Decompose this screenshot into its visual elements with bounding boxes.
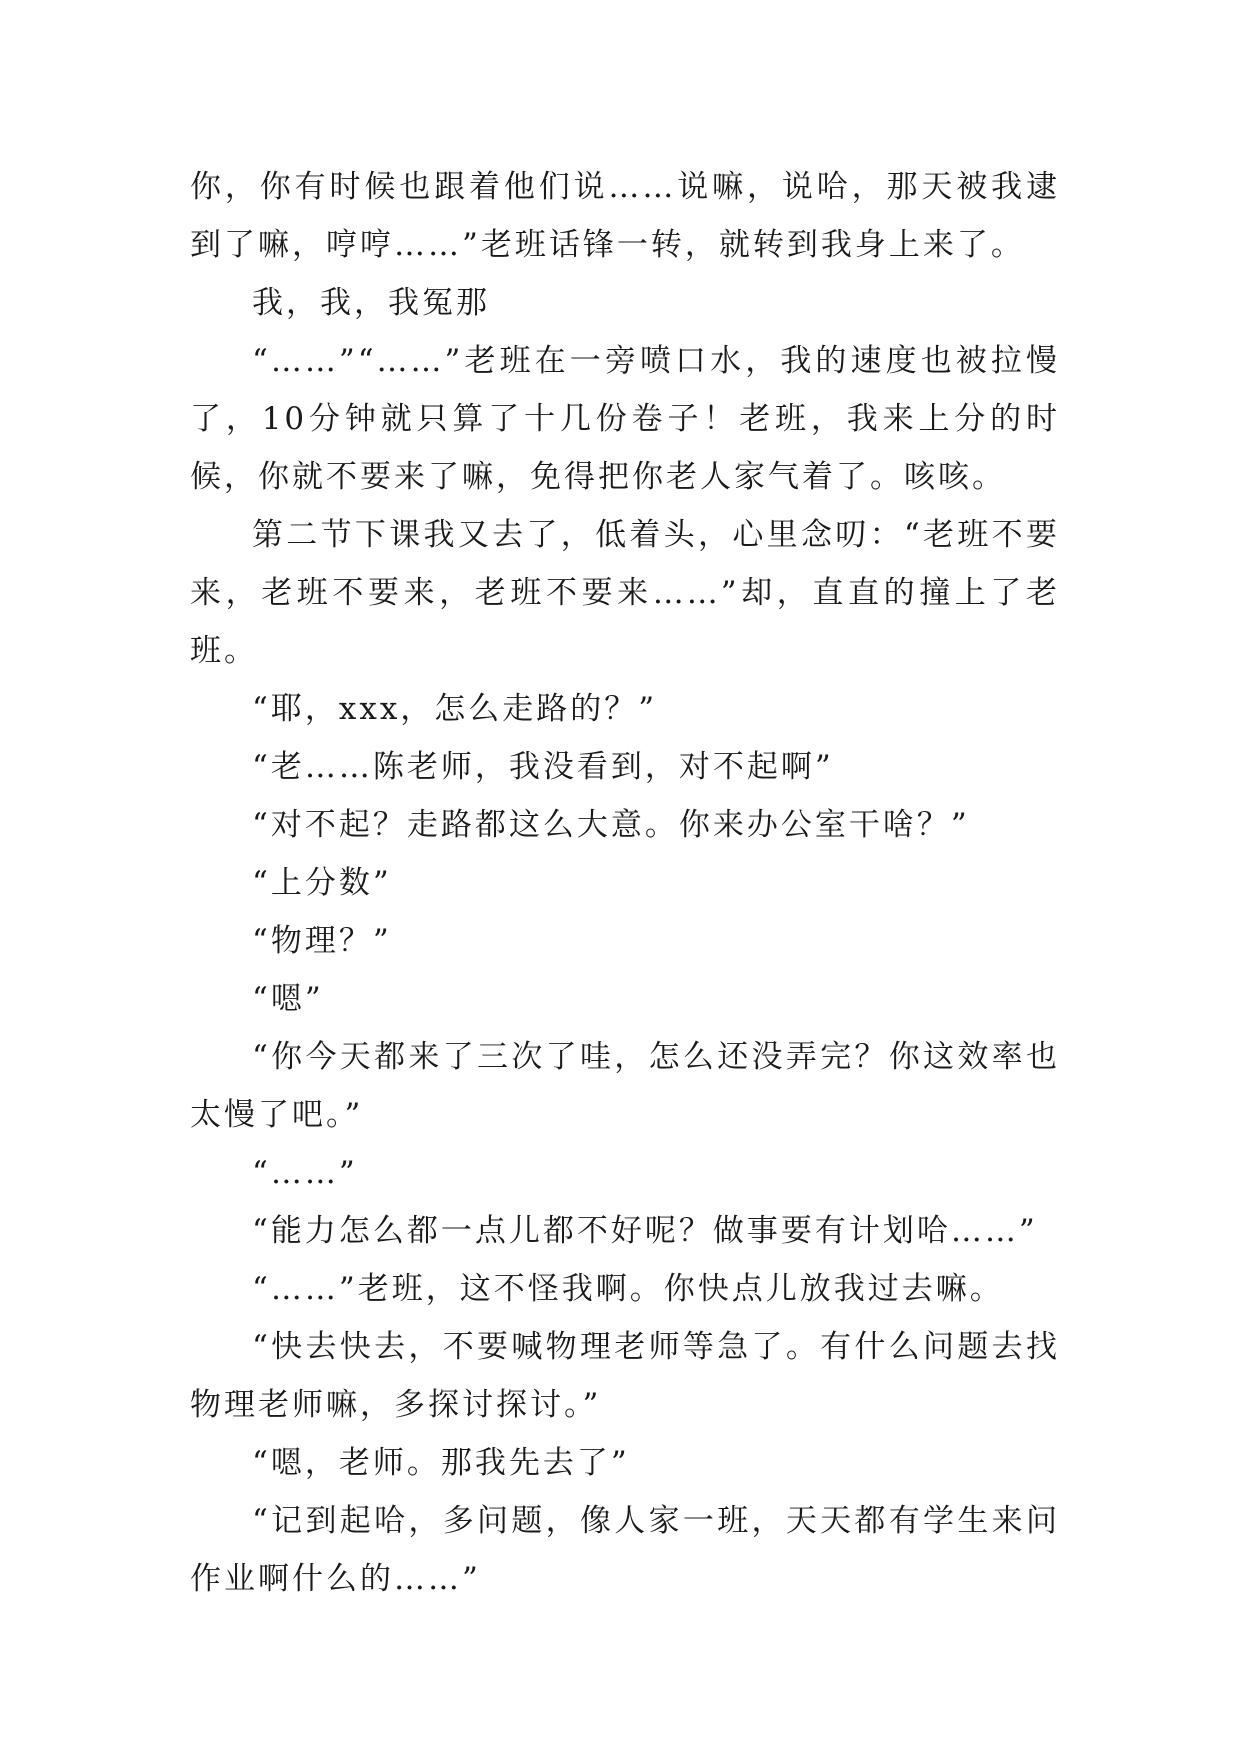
paragraph: 我，我，我冤那 [252, 285, 490, 321]
paragraph: “……”老班，这不怪我啊。你快点儿放我过去嘛。 [252, 1271, 1004, 1307]
paragraph: “耶，xxx，怎么走路的？” [252, 691, 658, 727]
paragraph: “老……陈老师，我没看到，对不起啊” [252, 749, 834, 785]
paragraph: “你今天都来了三次了哇，怎么还没弄完？你这效率也太慢了吧。” [190, 1039, 1060, 1133]
paragraph: “……”“……”老班在一旁喷口水，我的速度也被拉慢了，10分钟就只算了十几份卷子！老班，我来上分的时候，你就不要来了嘛，免得把你老人家气着了。咳咳。 [190, 343, 1060, 495]
paragraph: “记到起哈，多问题，像人家一班，天天都有学生来问作业啊什么的……” [190, 1503, 1060, 1597]
paragraph: “能力怎么都一点儿都不好呢？做事要有计划哈……” [252, 1213, 1038, 1249]
paragraph: “物理？” [252, 923, 392, 959]
paragraph: “嗯” [252, 981, 324, 1017]
paragraph: “……” [252, 1155, 358, 1191]
paragraph: 你，你有时候也跟着他们说……说嘛，说哈，那天被我逮到了嘛，哼哼……”老班话锋一转，就转到我身上来了。 [190, 169, 1060, 263]
paragraph: “对不起？走路都这么大意。你来办公室干啥？” [252, 807, 970, 843]
document-body [190, 158, 1060, 1608]
paragraph: 第二节下课我又去了，低着头，心里念叨：“老班不要来，老班不要来，老班不要来……”却，直直的撞上了老班。 [190, 517, 1060, 669]
paragraph: “嗯，老师。那我先去了” [252, 1445, 630, 1481]
paragraph: “快去快去，不要喊物理老师等急了。有什么问题去找物理老师嘛，多探讨探讨。” [190, 1329, 1060, 1423]
paragraph: “上分数” [252, 865, 392, 901]
